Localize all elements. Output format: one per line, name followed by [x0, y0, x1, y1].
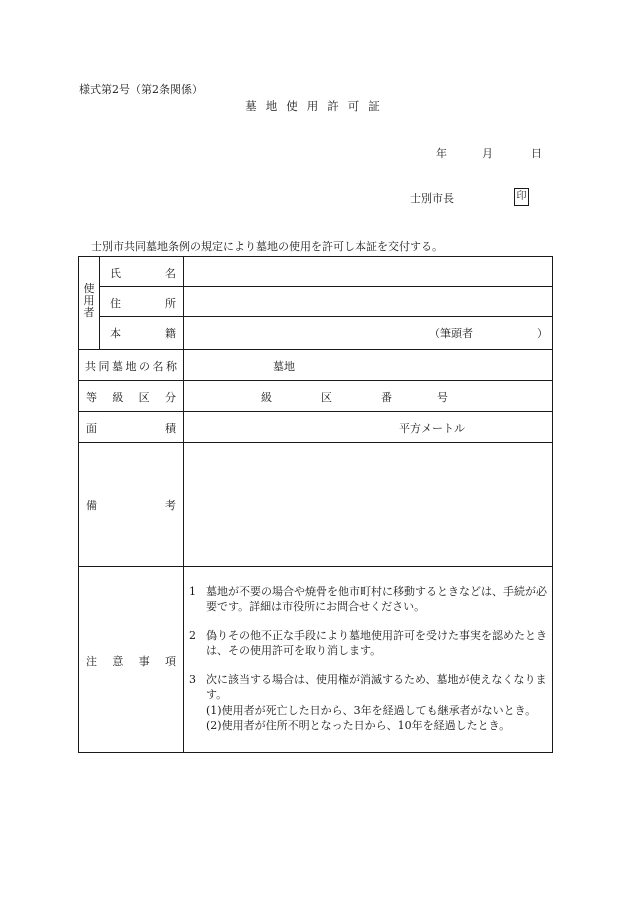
- label-char: 名: [152, 360, 164, 373]
- area-unit: 平方メートル: [399, 422, 465, 435]
- name-label: [110, 265, 176, 281]
- notice-number: 1: [189, 585, 196, 598]
- issuer-label: 士別市長: [410, 192, 454, 205]
- label-char: 称: [166, 360, 177, 373]
- label-char: 注: [86, 655, 97, 668]
- address-label-char: 所: [165, 297, 176, 310]
- row-divider: [79, 442, 552, 443]
- domicile-label-char: 本: [110, 327, 121, 340]
- label-char: 項: [164, 655, 176, 668]
- date-month: 月: [482, 147, 493, 160]
- head-of-family-close: ）: [537, 327, 548, 340]
- date-year: 年: [436, 147, 447, 160]
- notice-3: [189, 672, 549, 702]
- label-char: 地: [125, 360, 137, 373]
- label-char: 面: [86, 422, 97, 435]
- seal-stamp-box: 印: [514, 188, 529, 206]
- label-char: 墓: [112, 360, 123, 373]
- row-divider: [100, 286, 552, 287]
- go-unit: 号: [437, 391, 448, 404]
- date-day: 日: [531, 147, 542, 160]
- row-divider: [79, 380, 552, 381]
- row-divider: [79, 349, 552, 350]
- notice-number: 3: [189, 673, 196, 686]
- cemetery-suffix: 墓地: [273, 360, 295, 373]
- name-label-char: 氏: [110, 267, 121, 280]
- notice-text: 墓地が不要の場合や焼骨を他市町村に移動するときなどは、手続が必要です。詳細は市役所にお問合せください。: [206, 585, 547, 613]
- section-unit: 区: [321, 391, 332, 404]
- grade-label: [86, 389, 176, 405]
- address-label: [110, 295, 176, 311]
- form-number: 様式第2号（第2条関係）: [79, 83, 203, 96]
- label-char: 共: [85, 360, 96, 373]
- label-char: 級: [112, 391, 124, 404]
- label-char: 積: [165, 422, 176, 435]
- row-divider: [79, 411, 552, 412]
- address-label-char: 住: [110, 297, 121, 310]
- notice-text: 偽りその他不正な手段により墓地使用許可を受けた事実を認めたときは、その使用許可を取り消します。: [206, 629, 547, 657]
- notes-label: [86, 653, 176, 669]
- notice-1: [189, 584, 549, 614]
- sub-notice-2: (2)使用者が住所不明となった日から、10年を経過したとき。: [206, 719, 511, 732]
- column-divider: [99, 257, 100, 349]
- name-label-char: 名: [165, 267, 176, 280]
- label-char: 事: [138, 655, 150, 668]
- domicile-label-char: 籍: [165, 327, 176, 340]
- row-divider: [79, 566, 552, 567]
- row-divider: [100, 316, 552, 317]
- grade-unit: 級: [261, 391, 272, 404]
- label-char: 考: [165, 499, 176, 512]
- notice-text: 次に該当する場合は、使用権が消滅するため、墓地が使えなくなります。: [206, 673, 547, 701]
- cemetery-name-label: [85, 358, 177, 374]
- domicile-label: [110, 325, 176, 341]
- label-char: 区: [138, 391, 150, 404]
- notice-2: [189, 628, 549, 658]
- label-char: の: [139, 360, 150, 373]
- label-char: 分: [164, 391, 176, 404]
- label-char: 同: [98, 360, 110, 373]
- notice-number: 2: [189, 629, 196, 642]
- label-char: 等: [86, 391, 97, 404]
- remarks-label: [86, 497, 176, 513]
- label-char: 備: [86, 499, 97, 512]
- area-label: [86, 420, 176, 436]
- number-unit: 番: [381, 391, 392, 404]
- permit-table: [78, 256, 553, 753]
- user-group-label: [82, 283, 96, 319]
- label-char: 意: [112, 655, 124, 668]
- intro-text: 士別市共同墓地条例の規定により墓地の使用を許可し本証を交付する。: [91, 240, 443, 253]
- document-title: 墓地使用許可証: [245, 99, 389, 113]
- sub-notice-1: (1)使用者が死亡した日から、3年を経過しても継承者がないとき。: [206, 704, 537, 717]
- user-group-char: 使用者: [83, 282, 95, 319]
- column-divider: [183, 257, 184, 752]
- head-of-family-label: （筆頭者: [429, 327, 473, 340]
